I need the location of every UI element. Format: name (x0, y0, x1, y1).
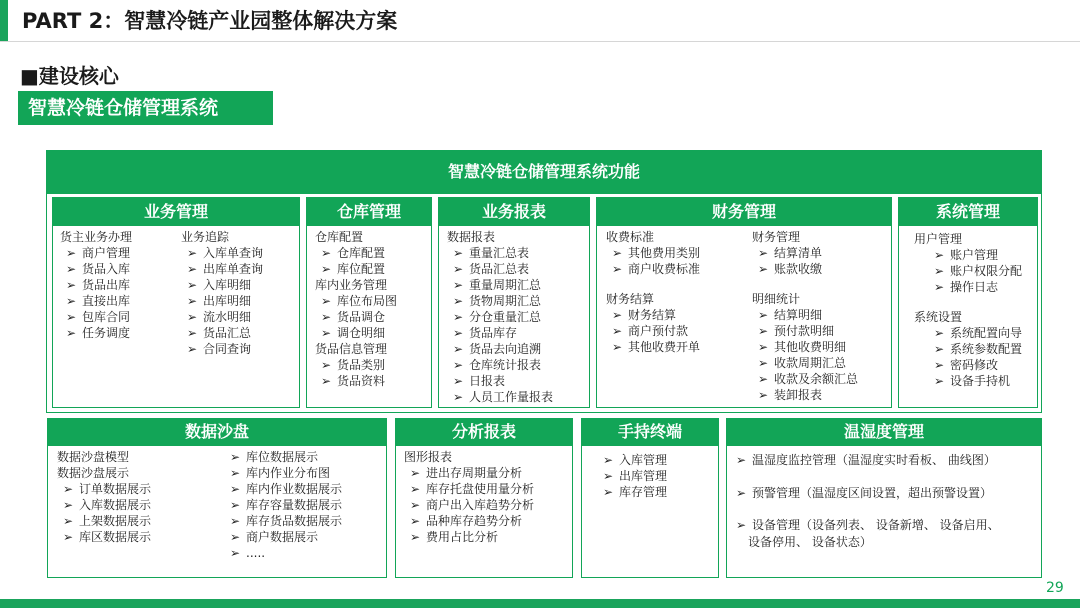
list-item: ➢ 人员工作量报表 (447, 389, 553, 405)
humidity-header: 温湿度管理 (726, 418, 1042, 446)
list-item: ➢ 系统配置向导 (914, 325, 1022, 341)
list-item: ➢ 重量周期汇总 (447, 277, 553, 293)
list-item: ➢ 收款及余额汇总 (752, 371, 858, 387)
list-item-continuation: 设备停用、 设备状态） (748, 535, 872, 549)
list-item: ➢ 操作日志 (914, 279, 1022, 295)
list-item: ➢ 包库合同 (60, 309, 132, 325)
list-item: ➢ 直接出库 (60, 293, 132, 309)
list-item: ➢ 账户管理 (914, 247, 1022, 263)
list-item: ➢ 预警管理（温湿度区间设置，超出预警设置） (736, 485, 992, 501)
list-item: ➢ 商户管理 (60, 245, 132, 261)
sandbox-right-list (230, 449, 342, 561)
handheld-header: 手持终端 (581, 418, 719, 446)
list-item: ➢ 合同查询 (181, 341, 263, 357)
sandbox-header: 数据沙盘 (47, 418, 387, 446)
reports-heading: 数据报表 (447, 230, 496, 244)
list-item: ➢ 仓库统计报表 (447, 357, 553, 373)
finance-mgmt-header: 财务管理 (596, 197, 892, 226)
list-item: ➢ 出库单查询 (181, 261, 263, 277)
sandbox-heading: 数据沙盘展示 (57, 466, 130, 480)
list-item: ➢ 订单数据展示 (57, 481, 151, 497)
warehouse-list (315, 229, 397, 389)
reports-list (447, 229, 553, 405)
list-item: ➢ 流水明细 (181, 309, 263, 325)
business-col2 (181, 229, 263, 357)
list-item: ➢ 仓库配置 (315, 245, 397, 261)
list-item: ➢ 温湿度监控管理（温湿度实时看板、 曲线图） (736, 452, 996, 468)
list-item: ➢ 库存管理 (603, 484, 667, 500)
reports-header: 业务报表 (438, 197, 590, 226)
list-item: ➢ 货品汇总 (181, 325, 263, 341)
list-item: ➢ 库内作业数据展示 (230, 481, 342, 497)
list-item: ➢ 进出存周期量分析 (404, 465, 534, 481)
page-number: 29 (1046, 580, 1064, 596)
list-item: ➢ 库存容量数据展示 (230, 497, 342, 513)
list-item: ➢ 日报表 (447, 373, 553, 389)
analysis-header: 分析报表 (395, 418, 573, 446)
list-item: ➢ 收款周期汇总 (752, 355, 858, 371)
list-item: ➢ 货品出库 (60, 277, 132, 293)
list-item: ➢ 商户预付款 (606, 323, 700, 339)
list-item: ➢ 设备手持机 (914, 373, 1022, 389)
list-item: ➢ 费用占比分析 (404, 529, 534, 545)
finance-heading: 财务结算 (606, 292, 655, 306)
list-item: ➢ 库位数据展示 (230, 449, 342, 465)
system-mgmt-header: 系统管理 (898, 197, 1038, 226)
list-item: ➢ 财务结算 (606, 307, 700, 323)
page-title: PART 2：智慧冷链产业园整体解决方案 (22, 9, 398, 33)
finance-heading: 明细统计 (752, 292, 801, 306)
list-item: ➢ 系统参数配置 (914, 341, 1022, 357)
list-item: ➢ 货品库存 (447, 325, 553, 341)
warehouse-group-heading: 货品信息管理 (315, 342, 388, 356)
list-item: ➢ 其他收费开单 (606, 339, 700, 355)
business-col2-heading: 业务追踪 (181, 230, 230, 244)
analysis-heading: 图形报表 (404, 450, 453, 464)
list-item: ➢ 装卸报表 (752, 387, 858, 403)
list-item: ➢ 设备管理（设备列表、 设备新增、 设备启用、 (736, 517, 1000, 533)
system-list (914, 231, 1022, 389)
system-functions-header: 智慧冷链仓储管理系统功能 (46, 150, 1042, 194)
list-item: ➢ 库区数据展示 (57, 529, 151, 545)
warehouse-group-heading: 仓库配置 (315, 230, 364, 244)
list-item: ➢ 库存托盘使用量分析 (404, 481, 534, 497)
list-item: ➢ 货品入库 (60, 261, 132, 277)
list-item: ➢ 货品去向追溯 (447, 341, 553, 357)
list-item: ➢ 库内作业分布图 (230, 465, 342, 481)
list-item: ➢ 出库明细 (181, 293, 263, 309)
list-item: ➢ 商户收费标准 (606, 261, 700, 277)
handheld-list (603, 452, 667, 500)
list-item: ➢ 品种库存趋势分析 (404, 513, 534, 529)
finance-right-list (752, 229, 858, 403)
footer-bar (0, 599, 1080, 608)
finance-heading: 收费标准 (606, 230, 655, 244)
list-item: ➢ 账款收缴 (752, 261, 858, 277)
list-item: ➢ 货品类别 (315, 357, 397, 373)
section-title: ■建设核心 (20, 64, 119, 88)
finance-left-list (606, 229, 700, 355)
sandbox-left-list (57, 449, 151, 545)
finance-heading: 财务管理 (752, 230, 801, 244)
title-divider (0, 41, 1080, 42)
list-item: ➢ 密码修改 (914, 357, 1022, 373)
list-item: ➢ 库位布局图 (315, 293, 397, 309)
list-item: ➢ 入库管理 (603, 452, 667, 468)
warehouse-group-heading: 库内业务管理 (315, 278, 388, 292)
warehouse-mgmt-header: 仓库管理 (306, 197, 432, 226)
list-item: ➢ 预付款明细 (752, 323, 858, 339)
list-item: ➢ 任务调度 (60, 325, 132, 341)
business-col1-heading: 货主业务办理 (60, 230, 133, 244)
list-item: ➢ 账户权限分配 (914, 263, 1022, 279)
system-heading: 用户管理 (914, 232, 963, 246)
list-item: ➢ 结算清单 (752, 245, 858, 261)
list-item: ➢ 分仓重量汇总 (447, 309, 553, 325)
list-item: ➢ 商户出入库趋势分析 (404, 497, 534, 513)
list-item: ➢ 结算明细 (752, 307, 858, 323)
list-item: ➢ 货品汇总表 (447, 261, 553, 277)
list-item: ➢ 其他费用类别 (606, 245, 700, 261)
list-item: ➢ ..... (230, 545, 342, 561)
list-item: ➢ 其他收费明细 (752, 339, 858, 355)
list-item: ➢ 调仓明细 (315, 325, 397, 341)
analysis-list (404, 449, 534, 545)
system-heading: 系统设置 (914, 310, 963, 324)
list-item: ➢ 入库单查询 (181, 245, 263, 261)
sandbox-heading: 数据沙盘模型 (57, 450, 130, 464)
list-item: ➢ 货品调仓 (315, 309, 397, 325)
list-item: ➢ 货物周期汇总 (447, 293, 553, 309)
list-item: ➢ 货品资料 (315, 373, 397, 389)
list-item: ➢ 商户数据展示 (230, 529, 342, 545)
business-mgmt-header: 业务管理 (52, 197, 300, 226)
list-item: ➢ 上架数据展示 (57, 513, 151, 529)
list-item: ➢ 出库管理 (603, 468, 667, 484)
list-item: ➢ 入库明细 (181, 277, 263, 293)
list-item: ➢ 入库数据展示 (57, 497, 151, 513)
list-item: ➢ 重量汇总表 (447, 245, 553, 261)
subtitle-banner: 智慧冷链仓储管理系统 (18, 91, 273, 125)
list-item: ➢ 库位配置 (315, 261, 397, 277)
title-accent-bar (0, 0, 8, 42)
list-item: ➢ 库存货品数据展示 (230, 513, 342, 529)
business-col1 (60, 229, 132, 341)
